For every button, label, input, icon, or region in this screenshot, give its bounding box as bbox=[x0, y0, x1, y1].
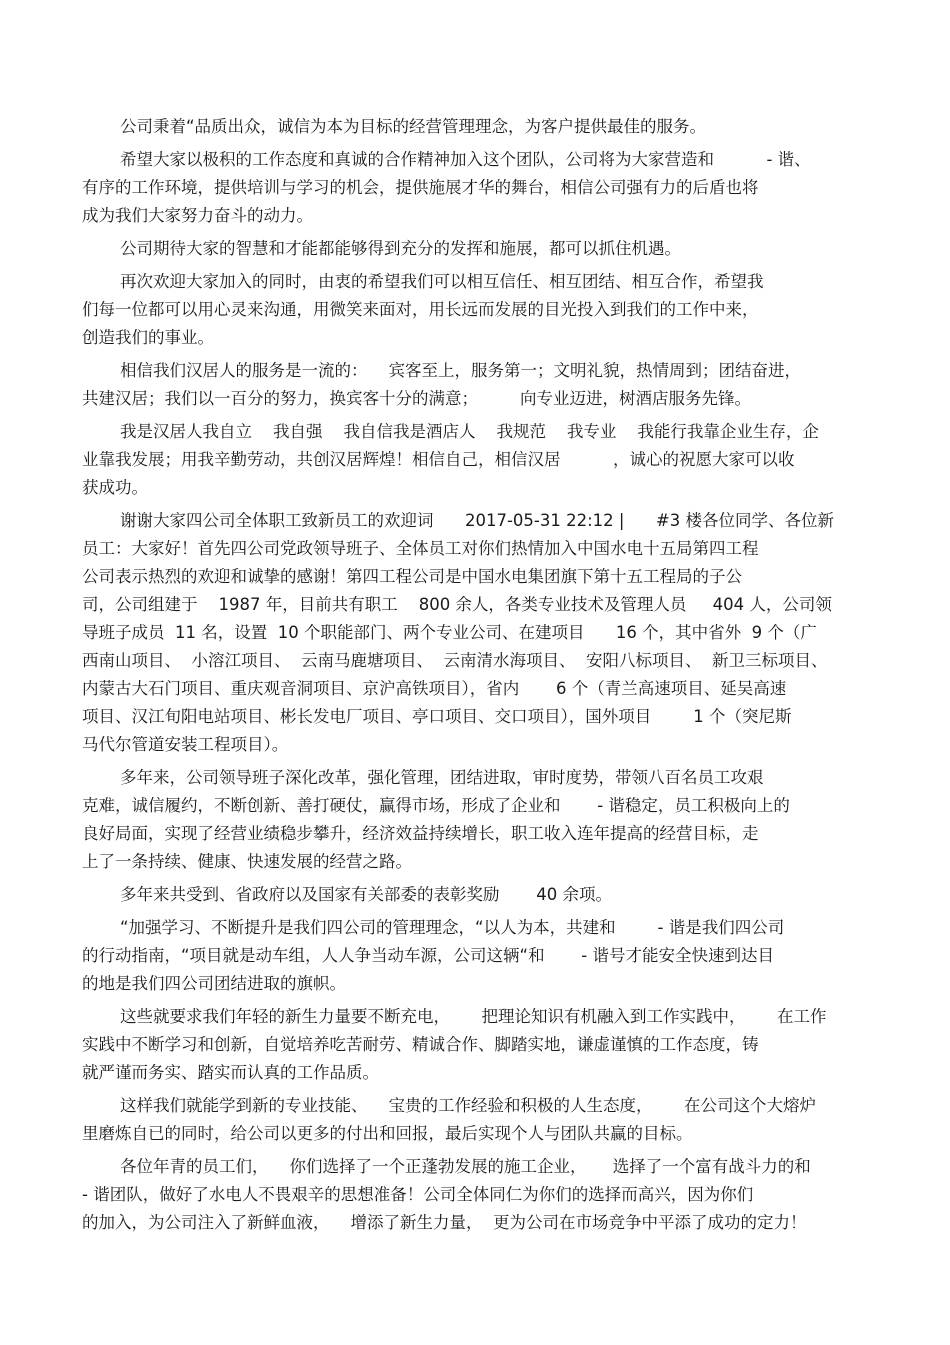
paragraph-line: 司，公司组建于 1987 年，目前共有职工 800 余人，各类专业技术及管理人员 404 人，公司领 bbox=[82, 595, 832, 614]
paragraph-line: 各位年青的员工们， 你们选择了一个正蓬勃发展的施工企业， 选择了一个富有战斗力的和 bbox=[120, 1157, 811, 1176]
paragraph-line: 的行动指南，“项目就是动车组，人人争当动车源，公司这辆“和 - 谐号才能安全快速到达目 bbox=[82, 946, 775, 965]
paragraph-line: 上了一条持续、健康、快速发展的经营之路。 bbox=[82, 852, 412, 871]
paragraph-line: 良好局面，实现了经营业绩稳步攀升，经济效益持续增长，职工收入连年提高的经营目标，走 bbox=[82, 824, 759, 843]
paragraph-line: 就严谨而务实、踏实而认真的工作品质。 bbox=[82, 1063, 379, 1082]
paragraph-line: 再次欢迎大家加入的同时，由衷的希望我们可以相互信任、相互团结、相互合作，希望我 bbox=[120, 272, 764, 291]
paragraph-line: 这样我们就能学到新的专业技能、 宝贵的工作经验和积极的人生态度， 在公司这个大熔炉 bbox=[120, 1096, 816, 1115]
paragraph-new-forces bbox=[82, 1003, 872, 1087]
paragraph-talent bbox=[82, 235, 872, 263]
paragraph-line: “加强学习、不断提升是我们四公司的管理理念，“以人为本，共建和 - 谐是我们四公司 bbox=[120, 918, 785, 937]
paragraph-line: 公司秉着“品质出众，诚信为本为目标的经营管理理念，为客户提供最佳的服务。 bbox=[120, 117, 707, 136]
document-body bbox=[82, 113, 872, 1242]
paragraph-line: 的地是我们四公司团结进取的旗帜。 bbox=[82, 974, 346, 993]
paragraph-hanju-pledge bbox=[82, 418, 872, 502]
paragraph-line: 实践中不断学习和创新，自觉培养吃苦耐劳、精诚合作、脚踏实地，谦虚谨慎的工作态度，铸 bbox=[82, 1035, 759, 1054]
paragraph-line: 创造我们的事业。 bbox=[82, 328, 214, 347]
paragraph-years-of-reform bbox=[82, 764, 872, 876]
paragraph-welcome-again bbox=[82, 268, 872, 352]
paragraph-join-team bbox=[82, 146, 872, 230]
paragraph-line: 有序的工作环境，提供培训与学习的机会，提供施展才华的舞台，相信公司强有力的后盾也将 bbox=[82, 178, 759, 197]
paragraph-line: 我是汉居人我自立 我自强 我自信我是酒店人 我规范 我专业 我能行我靠企业生存，企 bbox=[120, 422, 819, 441]
paragraph-line: 多年来，公司领导班子深化改革，强化管理，团结进取，审时度势，带领八百名员工攻艰 bbox=[120, 768, 764, 787]
paragraph-line: 的加入，为公司注入了新鲜血液， 增添了新生力量， 更为公司在市场竞争中平添了成功的定力！ bbox=[82, 1213, 807, 1232]
paragraph-line: 获成功。 bbox=[82, 478, 148, 497]
paragraph-line: 业靠我发展；用我辛勤劳动，共创汉居辉煌！相信自己，相信汉居 ，诚心的祝愿大家可以收 bbox=[82, 450, 795, 469]
paragraph-closing bbox=[82, 1153, 872, 1237]
paragraph-line: 成为我们大家努力奋斗的动力。 bbox=[82, 206, 313, 225]
paragraph-line: 内蒙古大石门项目、重庆观音洞项目、京沪高铁项目），省内 6 个（青兰高速项目、延吴高速 bbox=[82, 679, 787, 698]
paragraph-line: 这些就要求我们年轻的新生力量要不断充电， 把理论知识有机融入到工作实践中， 在工作 bbox=[120, 1007, 827, 1026]
paragraph-line: 公司表示热烈的欢迎和诚挚的感谢！第四工程公司是中国水电集团旗下第十五工程局的子公 bbox=[82, 567, 742, 586]
paragraph-line: 员工：大家好！首先四公司党政领导班子、全体员工对你们热情加入中国水电十五局第四工程 bbox=[82, 539, 759, 558]
paragraph-line: 公司期待大家的智慧和才能都能够得到充分的发挥和施展，都可以抓住机遇。 bbox=[120, 239, 681, 258]
paragraph-company-intro bbox=[82, 507, 872, 759]
paragraph-line: 多年来共受到、省政府以及国家有关部委的表彰奖励 40 余项。 bbox=[120, 885, 612, 904]
paragraph-line: 马代尔管道安装工程项目）。 bbox=[82, 735, 289, 754]
paragraph-management-philosophy bbox=[82, 914, 872, 998]
paragraph-line: 里磨炼自已的同时，给公司以更多的付出和回报，最后实现个人与团队共赢的目标。 bbox=[82, 1124, 693, 1143]
paragraph-awards bbox=[82, 881, 872, 909]
paragraph-line: 谢谢大家四公司全体职工致新员工的欢迎词 2017-05-31 22:12 | #3 楼各位同学、各位新 bbox=[120, 511, 834, 530]
paragraph-line: 导班子成员 11 名，设置 10 个职能部门、两个专业公司、在建项目 16 个，其中省外 9 个（广 bbox=[82, 623, 817, 642]
paragraph-line: 项目、汉江旬阳电站项目、彬长发电厂项目、亭口项目、交口项目），国外项目 1 个（突尼斯 bbox=[82, 707, 792, 726]
paragraph-line: 相信我们汉居人的服务是一流的： 宾客至上，服务第一；文明礼貌，热情周到；团结奋进， bbox=[120, 361, 801, 380]
paragraph-line: 希望大家以极积的工作态度和真诚的合作精神加入这个团队，公司将为大家营造和 - 谐、 bbox=[120, 150, 811, 169]
paragraph-quality-philosophy bbox=[82, 113, 872, 141]
paragraph-line: 共建汉居；我们以一百分的努力，换宾客十分的满意； 向专业迈进，树酒店服务先锋。 bbox=[82, 389, 751, 408]
paragraph-service-motto bbox=[82, 357, 872, 413]
paragraph-line: 们每一位都可以用心灵来沟通，用微笑来面对，用长远而发展的目光投入到我们的工作中来， bbox=[82, 300, 759, 319]
paragraph-learning bbox=[82, 1092, 872, 1148]
paragraph-line: 克难，诚信履约，不断创新、善打硬仗，赢得市场，形成了企业和 - 谐稳定，员工积极向上的 bbox=[82, 796, 790, 815]
paragraph-line: 西南山项目、 小溶江项目、 云南马鹿塘项目、 云南清水海项目、 安阳八标项目、 新卫三标项目、 bbox=[82, 651, 828, 670]
paragraph-line: - 谐团队，做好了水电人不畏艰辛的思想准备！公司全体同仁为你们的选择而高兴，因为你们 bbox=[82, 1185, 754, 1204]
